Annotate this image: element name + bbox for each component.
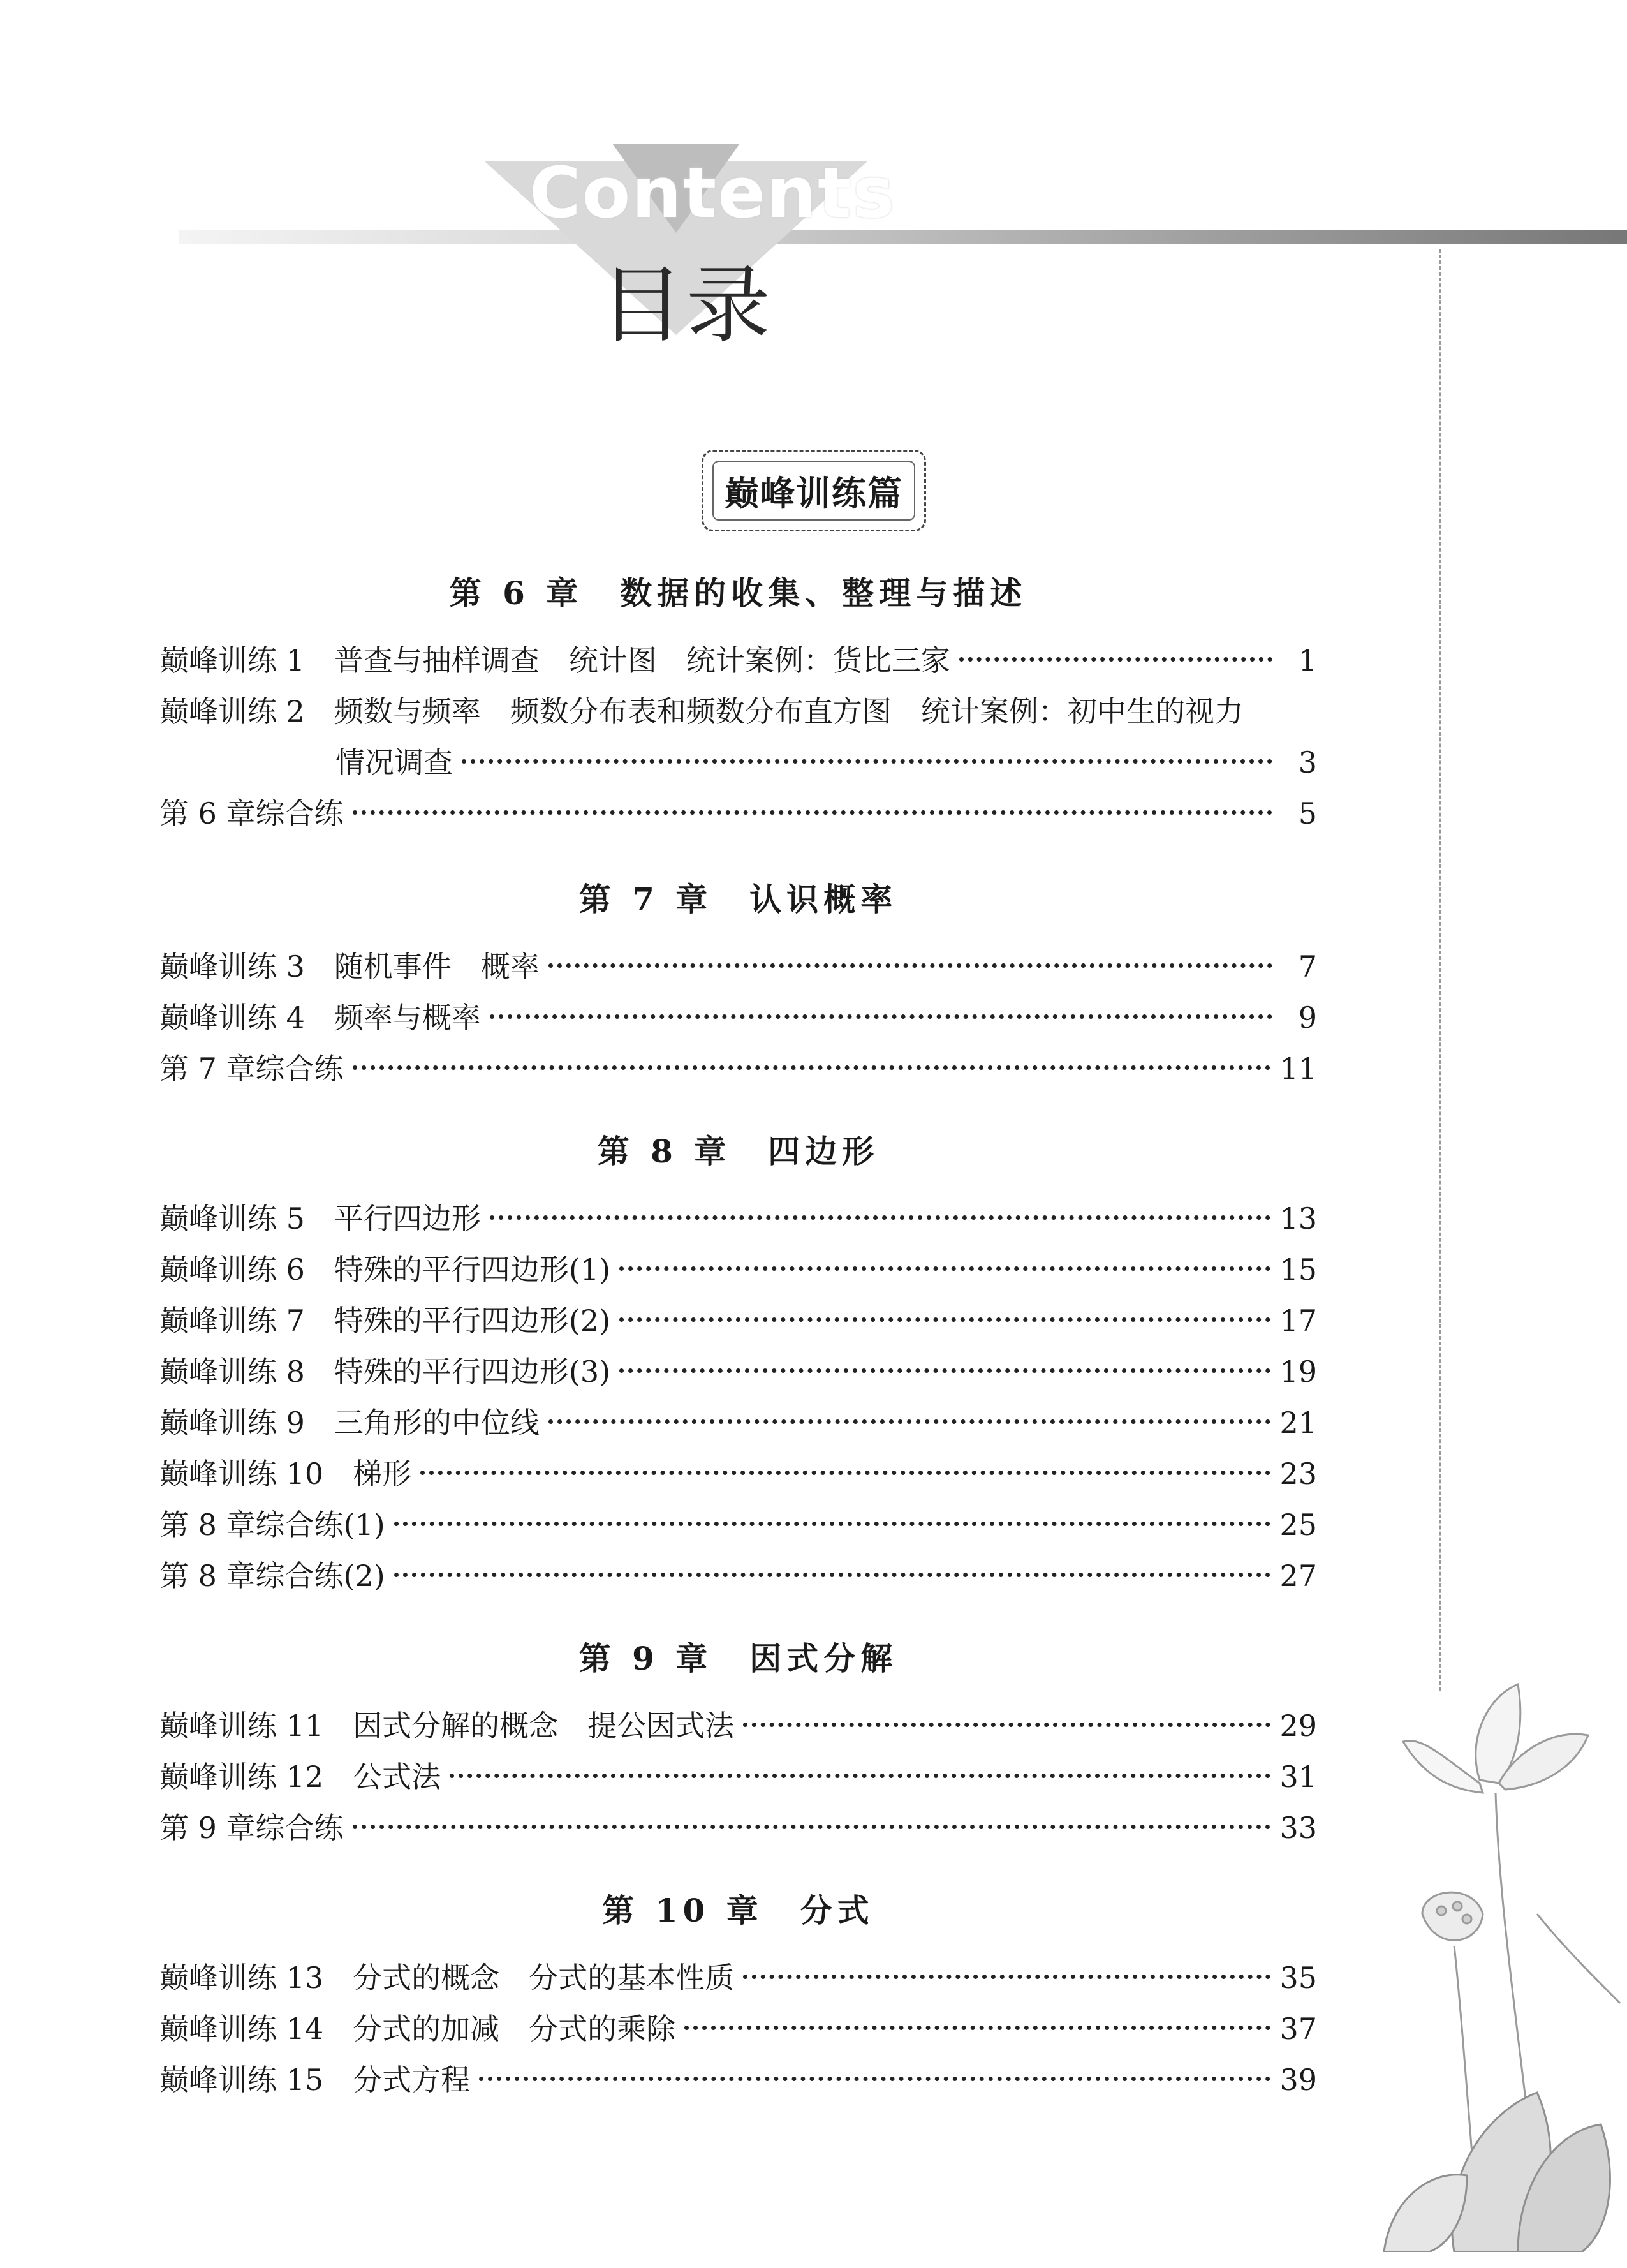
toc-page-number: 25 bbox=[1279, 1508, 1317, 1542]
toc-leader bbox=[743, 1975, 1270, 1979]
toc-leader bbox=[684, 2026, 1270, 2030]
toc-page-number: 9 bbox=[1298, 1000, 1317, 1035]
lotus-illustration bbox=[1371, 1646, 1626, 2252]
toc-leader bbox=[619, 1368, 1270, 1373]
toc-entry-label: 第 8 章综合练(2) bbox=[159, 1559, 385, 1593]
toc-leader bbox=[959, 657, 1272, 662]
toc-entry[interactable]: 巅峰训练 2 频数与频率 频数分布表和频数分布直方图 统计案例：初中生的视力 bbox=[159, 694, 1244, 729]
toc-leader bbox=[353, 810, 1272, 815]
chapter-heading: 第 6 章 数据的收集、整理与描述 bbox=[449, 574, 1027, 612]
toc-page-number: 31 bbox=[1279, 1760, 1317, 1794]
chapter-heading: 第 7 章 认识概率 bbox=[578, 880, 898, 918]
toc-entry[interactable] bbox=[159, 1349, 1317, 1394]
toc-entry-label: 第 8 章综合练(1) bbox=[159, 1508, 385, 1542]
toc-entry[interactable] bbox=[159, 1247, 1317, 1292]
toc-entry-label: 第 9 章综合练 bbox=[159, 1811, 344, 1845]
toc-entry-label: 第 7 章综合练 bbox=[159, 1051, 344, 1086]
toc-entry-label: 巅峰训练 10 梯形 bbox=[159, 1456, 412, 1491]
toc-page-number: 33 bbox=[1279, 1811, 1317, 1845]
toc-leader bbox=[450, 1774, 1270, 1778]
toc-entry-label: 巅峰训练 11 因式分解的概念 提公因式法 bbox=[159, 1708, 735, 1743]
toc-entry-label: 巅峰训练 7 特殊的平行四边形(2) bbox=[159, 1303, 611, 1338]
toc-entry-label: 巅峰训练 9 三角形的中位线 bbox=[159, 1405, 540, 1440]
toc-page-number: 7 bbox=[1298, 949, 1317, 984]
toc-page-number: 1 bbox=[1298, 643, 1317, 678]
toc-entry[interactable] bbox=[159, 2006, 1317, 2051]
toc-entry[interactable] bbox=[159, 638, 1317, 683]
toc-leader bbox=[548, 963, 1272, 968]
toc-leader bbox=[353, 1825, 1271, 1829]
toc-entry-label: 巅峰训练 6 特殊的平行四边形(1) bbox=[159, 1252, 611, 1287]
toc-leader bbox=[619, 1317, 1270, 1322]
toc-entry[interactable] bbox=[159, 1196, 1317, 1241]
toc-entry[interactable] bbox=[159, 791, 1317, 836]
toc-leader bbox=[479, 2077, 1270, 2081]
toc-entry-label: 巅峰训练 3 随机事件 概率 bbox=[159, 949, 540, 984]
toc-leader bbox=[490, 1215, 1271, 1220]
toc-entry[interactable] bbox=[159, 1754, 1317, 1799]
chapter-heading: 第 10 章 分式 bbox=[602, 1892, 874, 1929]
toc-leader bbox=[619, 1266, 1270, 1271]
toc-entry-label: 巅峰训练 4 频率与概率 bbox=[159, 1000, 481, 1035]
contents-title-en: Contents bbox=[529, 152, 896, 233]
toc-page-number: 39 bbox=[1279, 2063, 1317, 2097]
toc-entry[interactable] bbox=[159, 1805, 1317, 1850]
toc-entry-label: 巅峰训练 1 普查与抽样调查 统计图 统计案例：货比三家 bbox=[159, 643, 950, 678]
toc-entry[interactable] bbox=[159, 944, 1317, 989]
toc-page-number: 21 bbox=[1279, 1405, 1317, 1440]
toc-entry-label: 第 6 章综合练 bbox=[159, 796, 344, 831]
toc-page-number: 35 bbox=[1279, 1960, 1317, 1995]
part-title-box bbox=[702, 450, 926, 531]
toc-leader bbox=[490, 1014, 1272, 1019]
toc-page-number: 17 bbox=[1279, 1303, 1317, 1338]
toc-page-number: 13 bbox=[1279, 1201, 1317, 1236]
toc-leader bbox=[394, 1522, 1271, 1526]
toc-entry-label: 情况调查 bbox=[159, 745, 453, 780]
toc-leader bbox=[462, 759, 1272, 764]
toc-entry-label: 巅峰训练 13 分式的概念 分式的基本性质 bbox=[159, 1960, 735, 1995]
toc-entry[interactable] bbox=[159, 1046, 1317, 1091]
toc-entry[interactable] bbox=[159, 1502, 1317, 1547]
toc-entry[interactable] bbox=[159, 1553, 1317, 1598]
toc-entry-label: 巅峰训练 8 特殊的平行四边形(3) bbox=[159, 1354, 611, 1389]
toc-entry[interactable] bbox=[159, 1703, 1317, 1748]
toc-entry[interactable] bbox=[159, 740, 1317, 785]
toc-entry[interactable] bbox=[159, 1451, 1317, 1496]
chapter-heading: 第 9 章 因式分解 bbox=[578, 1640, 898, 1677]
chapter-heading: 第 8 章 四边形 bbox=[597, 1132, 880, 1170]
toc-page-number: 23 bbox=[1279, 1456, 1317, 1491]
part-title: 巅峰训练篇 bbox=[725, 472, 903, 514]
toc-leader bbox=[353, 1065, 1271, 1070]
toc-entry-label: 巅峰训练 14 分式的加减 分式的乘除 bbox=[159, 2012, 676, 2046]
toc-entry[interactable] bbox=[159, 2057, 1317, 2102]
toc-entry[interactable] bbox=[159, 1955, 1317, 2000]
toc-page-number: 29 bbox=[1279, 1708, 1317, 1743]
header-gradient-bar bbox=[179, 230, 1627, 244]
toc-leader bbox=[394, 1573, 1271, 1577]
toc-page-number: 19 bbox=[1279, 1354, 1317, 1389]
toc-entry-label: 巅峰训练 15 分式方程 bbox=[159, 2063, 471, 2097]
toc-entry[interactable] bbox=[159, 995, 1317, 1040]
toc-page-number: 11 bbox=[1279, 1051, 1317, 1086]
toc-leader bbox=[548, 1419, 1271, 1424]
toc-leader bbox=[743, 1723, 1270, 1727]
margin-dashed-line bbox=[1439, 249, 1441, 1691]
toc-entry[interactable] bbox=[159, 1400, 1317, 1445]
toc-page-number: 15 bbox=[1279, 1252, 1317, 1287]
toc-entry[interactable] bbox=[159, 1298, 1317, 1343]
page-title: 目录 bbox=[600, 256, 773, 355]
toc-leader bbox=[420, 1471, 1270, 1475]
toc-page-number: 3 bbox=[1298, 745, 1317, 780]
toc-page-number: 27 bbox=[1279, 1559, 1317, 1593]
toc-page-number: 5 bbox=[1298, 796, 1317, 831]
toc-page-number: 37 bbox=[1279, 2012, 1317, 2046]
toc-entry-label: 巅峰训练 12 公式法 bbox=[159, 1760, 441, 1794]
toc-entry-label: 巅峰训练 5 平行四边形 bbox=[159, 1201, 481, 1236]
